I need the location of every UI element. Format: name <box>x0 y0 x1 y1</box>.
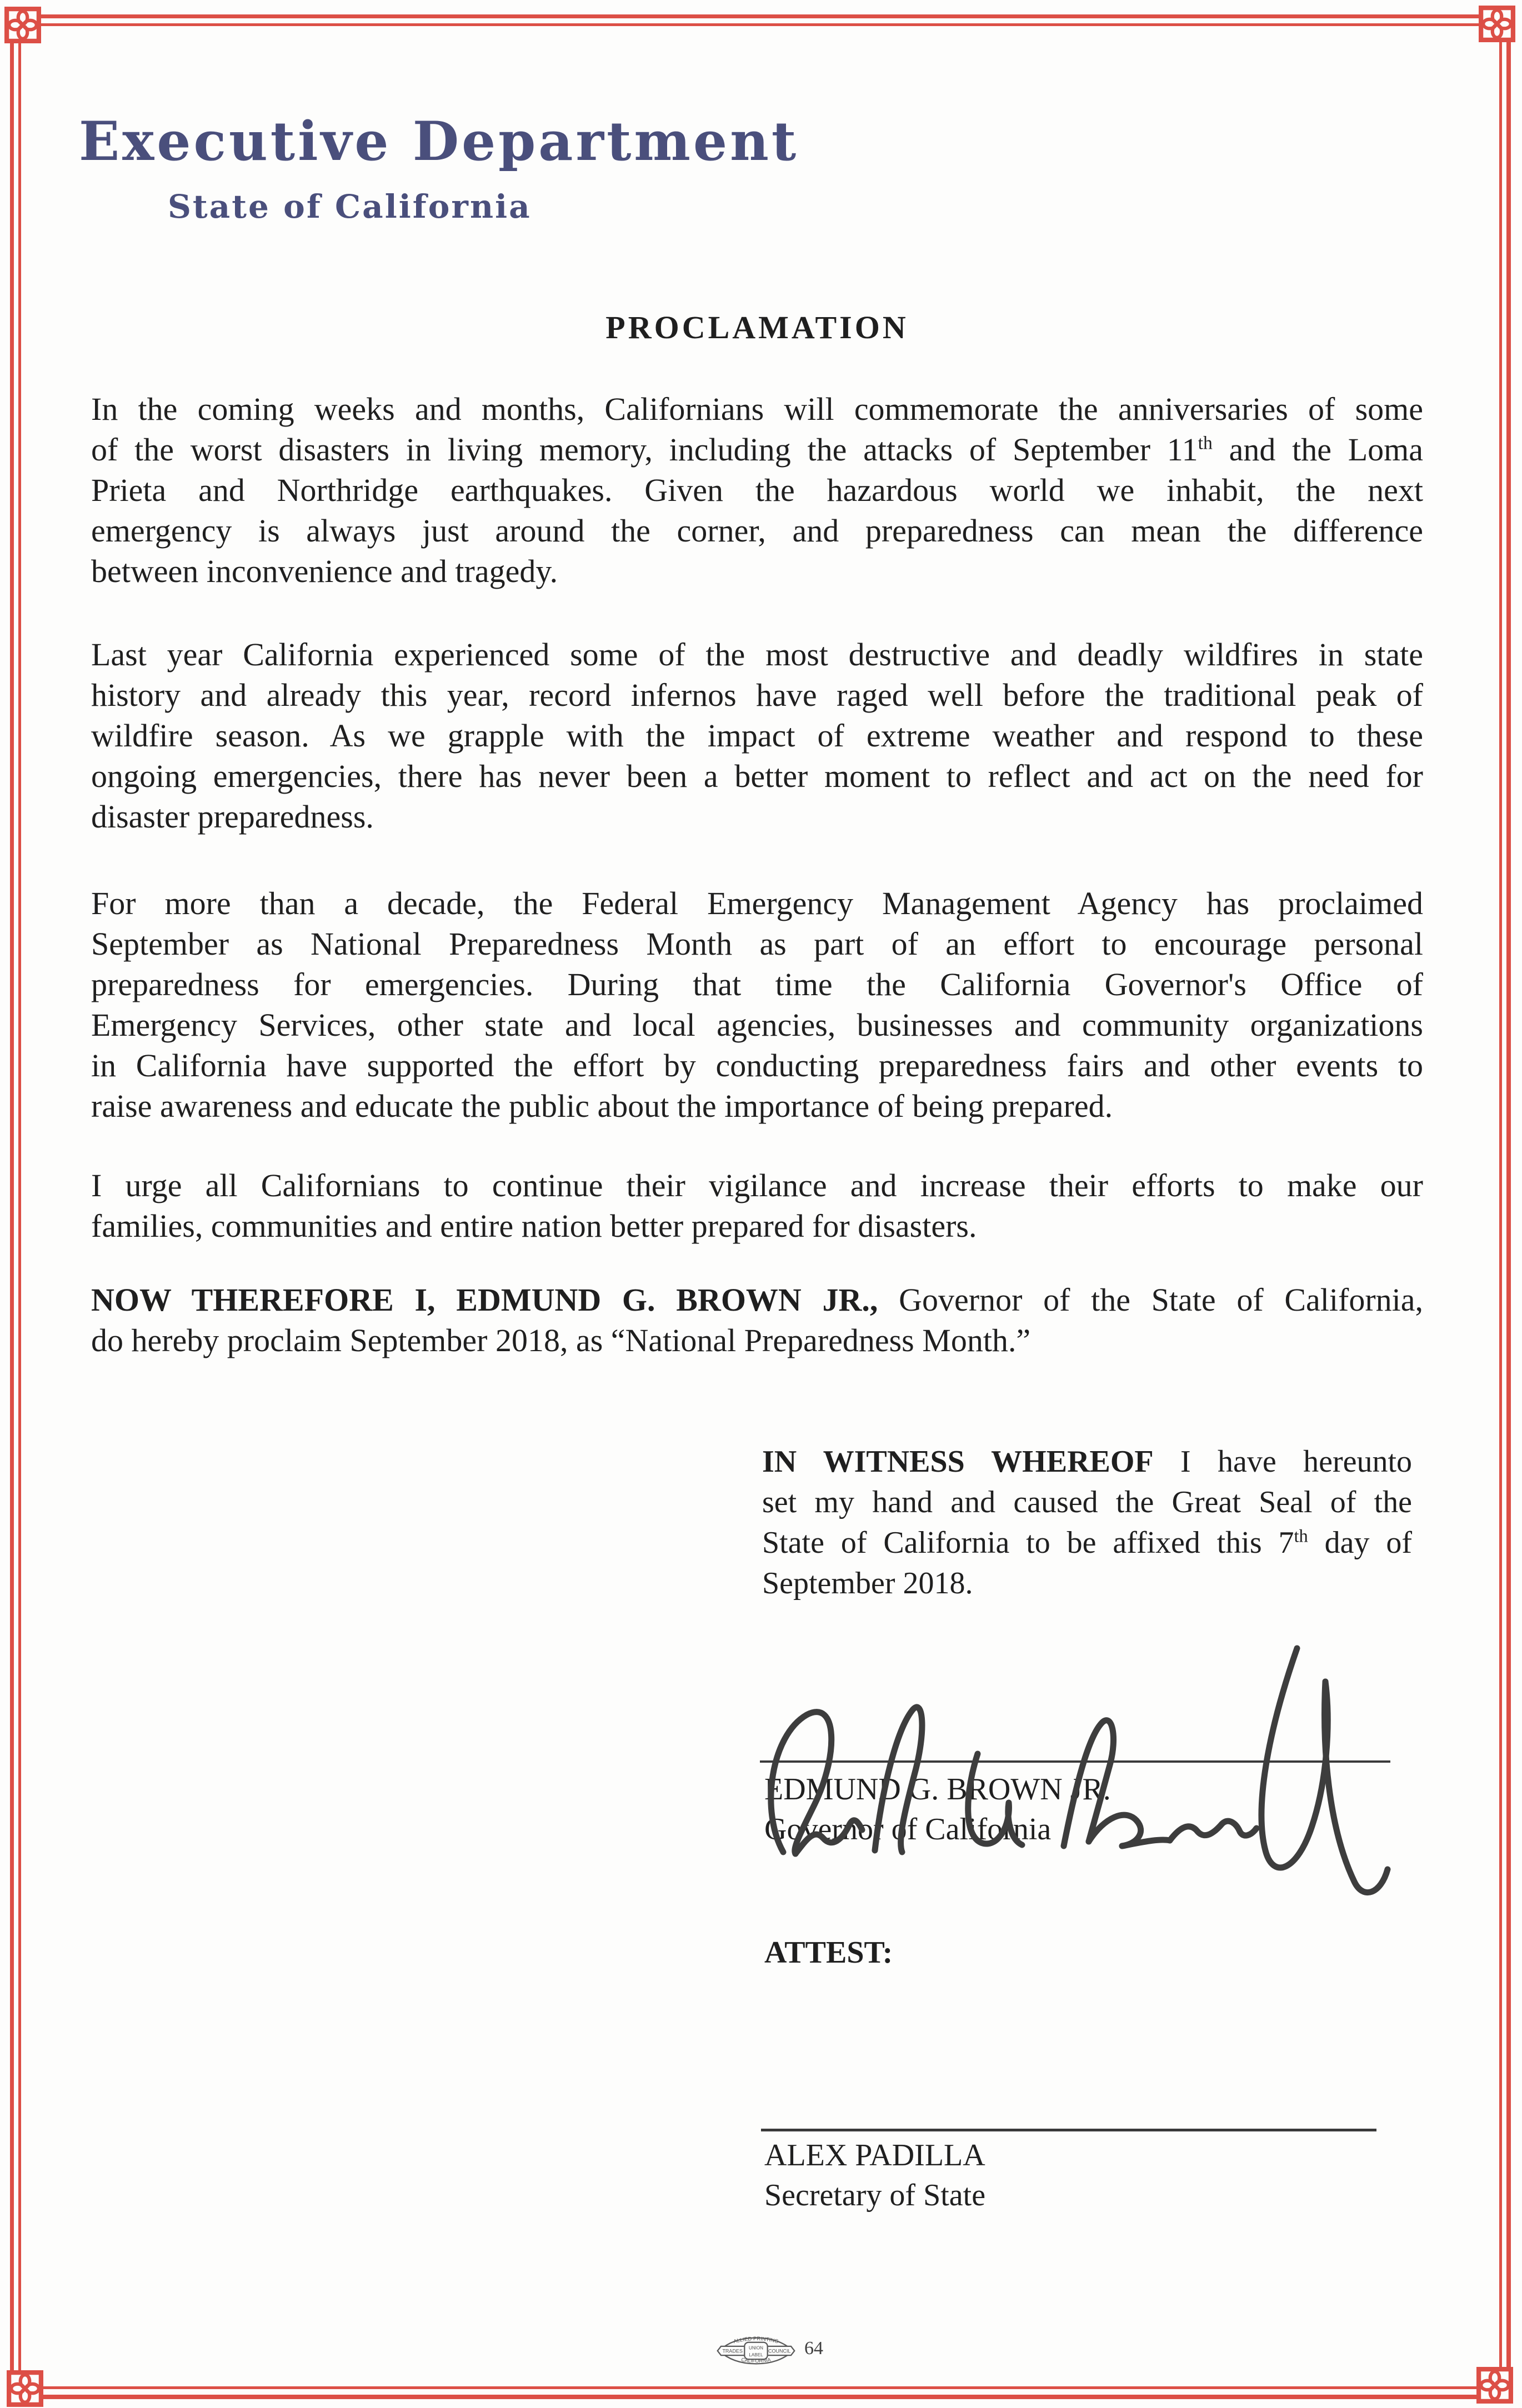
corner-ornament-icon <box>1479 6 1515 42</box>
page-border-line <box>1499 41 1502 2368</box>
paragraph-line: preparedness for emergencies. During that time the California Governor's Office of <box>91 966 1423 1002</box>
paragraph-line: I urge all Californians to continue their vigilance and increase their efforts to make our <box>91 1167 1423 1203</box>
paragraph-line: State of California to be affixed this 7th day of <box>762 1526 1412 1560</box>
badge-bottom-text: CALIFORNIA <box>740 2356 772 2364</box>
paragraph-3 <box>91 883 1423 1126</box>
witness-block <box>762 1442 1412 1604</box>
paragraph-now-therefore <box>91 1280 1423 1361</box>
badge-center-text: LABEL <box>749 2352 763 2357</box>
page-border-line <box>10 42 14 2372</box>
governor-name: EDMUND G. BROWN JR. <box>764 1772 1111 1807</box>
page-border-line <box>18 42 21 2372</box>
paragraph-line: IN WITNESS WHEREOF I have hereunto <box>762 1444 1413 1479</box>
paragraph-2 <box>91 634 1423 837</box>
union-label-number: 64 <box>804 2338 823 2359</box>
paragraph-line: of the worst disasters in living memory, including the attacks of September 11th and the Loma <box>91 432 1423 468</box>
bold-run: IN WITNESS WHEREOF <box>762 1444 1154 1479</box>
state-subtitle: State of California <box>168 188 532 225</box>
paragraph-line: For more than a decade, the Federal Emergency Management Agency has proclaimed <box>91 885 1423 921</box>
paragraph-line: ongoing emergencies, there has never been a better moment to reflect and act on the need for <box>91 758 1423 794</box>
department-title: Executive Department <box>79 110 799 173</box>
proclamation-title: PROCLAMATION <box>605 309 909 345</box>
paragraph-line: disaster preparedness. <box>91 799 374 835</box>
paragraph-line: raise awareness and educate the public about the importance of being prepared. <box>91 1088 1113 1124</box>
secretary-signature-line <box>761 2129 1376 2131</box>
governor-title: Governor of California <box>764 1812 1052 1847</box>
paragraph-line: wildfire season. As we grapple with the impact of extreme weather and respond to these <box>91 718 1423 754</box>
paragraph-line: Emergency Services, other state and local agencies, businesses and community organizations <box>91 1007 1423 1043</box>
paragraph-line: In the coming weeks and months, Californians will commemorate the anniversaries of some <box>91 391 1423 427</box>
page-border-line <box>39 14 1481 18</box>
badge-left-text: TRADES <box>722 2348 743 2354</box>
corner-ornament-icon <box>4 7 41 43</box>
paragraph-line: do hereby proclaim September 2018, as “National Preparedness Month.” <box>91 1322 1031 1358</box>
page-border-line <box>43 2395 1478 2399</box>
paragraph-1 <box>91 389 1423 591</box>
paragraph-line: Prieta and Northridge earthquakes. Given the hazardous world we inhabit, the next <box>91 472 1423 508</box>
paragraph-line: September as National Preparedness Month as part of an effort to encourage personal <box>91 926 1423 962</box>
paragraph-line: NOW THEREFORE I, EDMUND G. BROWN JR., Governor of the State of California, <box>91 1282 1423 1318</box>
paragraph-line: history and already this year, record infernos have raged well before the traditional peak of <box>91 677 1423 713</box>
paragraph-line: Last year California experienced some of the most destructive and deadly wildfires in state <box>91 636 1423 673</box>
paragraph-line: set my hand and caused the Great Seal of the <box>762 1485 1412 1519</box>
page-border-line <box>39 23 1481 26</box>
superscript: th <box>1198 433 1213 454</box>
attest-label: ATTEST: <box>764 1935 893 1970</box>
paragraph-line: families, communities and entire nation better prepared for disasters. <box>91 1208 977 1244</box>
page-border-line <box>43 2386 1478 2389</box>
paragraph-line: in California have supported the effort by conducting preparedness fairs and other events to <box>91 1047 1423 1083</box>
corner-ornament-icon <box>1476 2367 1513 2404</box>
paragraph-line: September 2018. <box>762 1566 973 1601</box>
badge-right-text: COUNCIL <box>768 2348 791 2354</box>
secretary-title: Secretary of State <box>764 2178 986 2213</box>
page-border-line <box>1506 41 1511 2368</box>
bold-run: NOW THEREFORE I, EDMUND G. BROWN JR., <box>91 1282 878 1318</box>
union-label-badge <box>713 2336 799 2366</box>
superscript: th <box>1294 1526 1308 1547</box>
signature-line <box>760 1760 1390 1763</box>
paragraph-4 <box>91 1165 1423 1246</box>
badge-top-text: ALLIED PRINTING <box>733 2336 779 2345</box>
corner-ornament-icon <box>7 2370 43 2407</box>
paragraph-line: emergency is always just around the corner, and preparedness can mean the difference <box>91 513 1423 549</box>
badge-center-text: UNION <box>748 2345 764 2351</box>
secretary-name: ALEX PADILLA <box>764 2138 985 2173</box>
paragraph-line: between inconvenience and tragedy. <box>91 553 558 589</box>
